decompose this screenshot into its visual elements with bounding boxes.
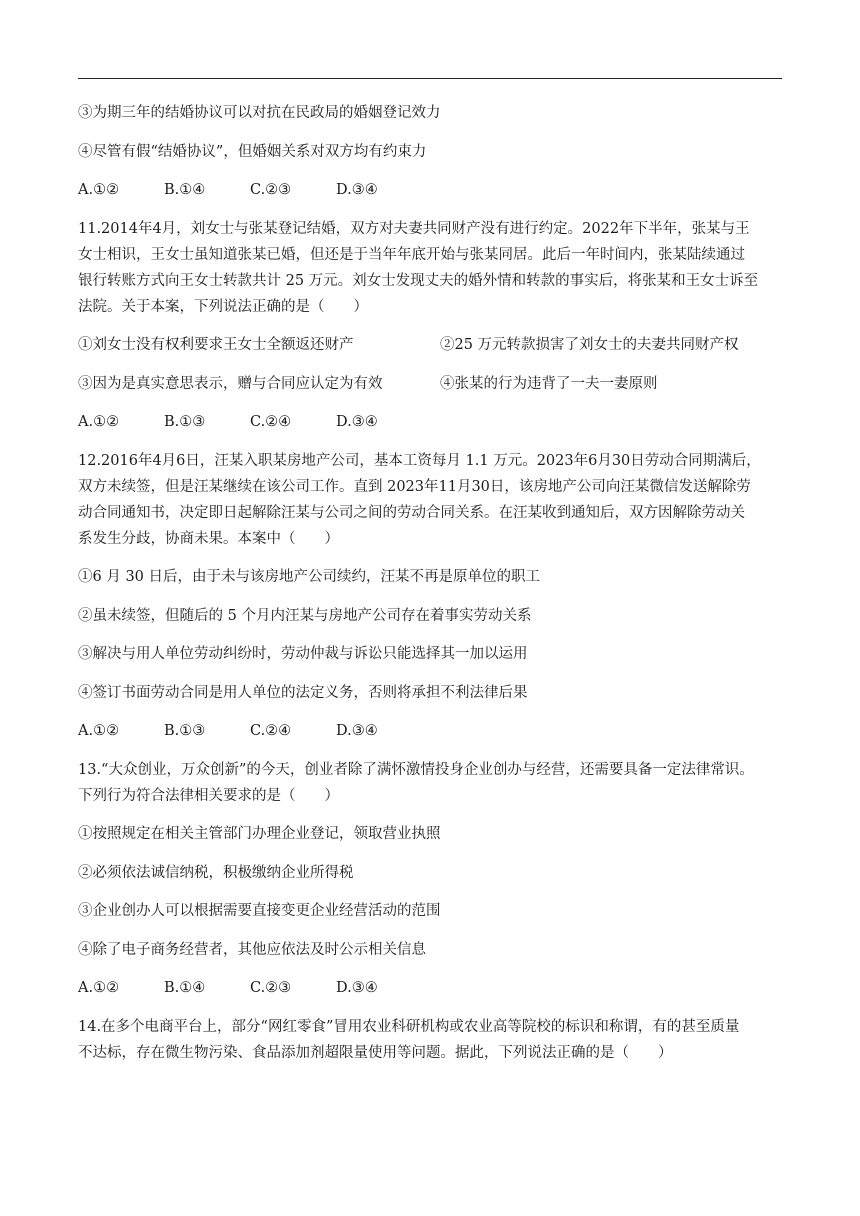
- q13-option-d: D.③④: [336, 980, 378, 996]
- q11-option-b: B.①③: [164, 414, 206, 430]
- q11-item-4: ④张某的行为违背了一夫一妻原则: [440, 375, 658, 392]
- q11-stem-line: 法院。关于本案，下列说法正确的是（ ）: [78, 298, 368, 315]
- q11-stem-line: 银行转账方式向王女士转款共计 25 万元。刘女士发现丈夫的婚外情和转款的事实后，将张某和王女士诉至: [78, 272, 759, 289]
- q13-item-1: ①按照规定在相关主管部门办理企业登记，领取营业执照: [78, 826, 441, 842]
- q13-stem-line: 13.“大众创业，万众创新”的今天，创业者除了满怀激情投身企业创办与经营，还需要具备一定法律常识。: [78, 761, 754, 778]
- exam-page: [78, 100, 782, 1066]
- q12-option-c: C.②④: [250, 723, 292, 739]
- q10-item-4: ④尽管有假“结婚协议”，但婚姻关系对双方均有约束力: [78, 143, 427, 160]
- q11-items-row-2: [78, 371, 782, 397]
- q14-stem-line: 14.在多个电商平台上，部分“网红零食”冒用农业科研机构或农业高等院校的标识和称谓，有的甚至质量: [78, 1018, 740, 1035]
- q11-stem: [78, 216, 782, 320]
- q13-item-4: ④除了电子商务经营者，其他应依法及时公示相关信息: [78, 941, 426, 958]
- q13-options: [78, 975, 782, 1001]
- q12-stem-line: 12.2016年4月6日，汪某入职某房地产公司，基本工资每月 1.1 万元。2023年6月30日劳动合同期满后，: [78, 452, 761, 469]
- q12-item-3: ③解决与用人单位劳动纠纷时，劳动仲裁与诉讼只能选择其一加以运用: [78, 646, 528, 662]
- q12-item-1: ①6 月 30 日后，由于未与该房地产公司续约，汪某不再是原单位的职工: [78, 569, 541, 585]
- q14-stem: [78, 1014, 782, 1066]
- q11-option-c: C.②④: [250, 414, 292, 430]
- q10-option-d: D.③④: [336, 182, 378, 198]
- q12-stem-line: 动合同通知书，决定即日起解除汪某与公司之间的劳动合同关系。在汪某收到通知后，双方因解除劳动关: [78, 504, 745, 521]
- q11-options: [78, 409, 782, 435]
- q11-item-3: ③因为是真实意思表示，赠与合同应认定为有效: [78, 375, 383, 392]
- q13-option-b: B.①④: [164, 980, 206, 996]
- q14-stem-line: 不达标，存在微生物污染、食品添加剂超限量使用等问题。据此，下列说法正确的是（ ）: [78, 1044, 673, 1061]
- q12-stem: [78, 448, 782, 552]
- q12-item-2: ②虽未续签，但随后的 5 个月内汪某与房地产公司存在着事实劳动关系: [78, 607, 532, 624]
- q10-option-a: A.①②: [78, 182, 120, 198]
- q13-stem-line: 下列行为符合法律相关要求的是（ ）: [78, 787, 339, 804]
- q11-item-1: ①刘女士没有权利要求王女士全额返还财产: [78, 337, 354, 353]
- q13-item-3: ③企业创办人可以根据需要直接变更企业经营活动的范围: [78, 903, 441, 919]
- q12-option-a: A.①②: [78, 723, 120, 739]
- q12-options: [78, 718, 782, 744]
- q11-stem-line: 11.2014年4月，刘女士与张某登记结婚，双方对夫妻共同财产没有进行约定。2022年下半年，张某与王: [78, 220, 750, 237]
- q12-stem-line: 双方未续签，但是汪某继续在该公司工作。直到 2023年11月30日，该房地产公司向汪某微信发送解除劳: [78, 478, 751, 495]
- header-rule: [78, 78, 782, 79]
- q11-option-a: A.①②: [78, 414, 120, 430]
- q11-items-row-1: [78, 332, 782, 358]
- q10-option-b: B.①④: [164, 182, 206, 198]
- q13-option-a: A.①②: [78, 980, 120, 996]
- q11-item-2: ②25 万元转款损害了刘女士的夫妻共同财产权: [440, 337, 739, 353]
- q13-stem: [78, 757, 782, 809]
- q13-option-c: C.②③: [250, 980, 292, 996]
- q10-item-3: ③为期三年的结婚协议可以对抗在民政局的婚姻登记效力: [78, 105, 441, 121]
- q13-item-2: ②必须依法诚信纳税，积极缴纳企业所得税: [78, 864, 354, 881]
- q10-options: [78, 177, 782, 203]
- q11-option-d: D.③④: [336, 414, 378, 430]
- q12-stem-line: 系发生分歧，协商未果。本案中（ ）: [78, 530, 339, 547]
- q12-option-d: D.③④: [336, 723, 378, 739]
- q11-stem-line: 女士相识，王女士虽知道张某已婚，但还是于当年年底开始与张某同居。此后一年时间内，张某陆续通过: [78, 246, 745, 263]
- q12-option-b: B.①③: [164, 723, 206, 739]
- q12-item-4: ④签订书面劳动合同是用人单位的法定义务，否则将承担不利法律后果: [78, 684, 528, 701]
- q10-option-c: C.②③: [250, 182, 292, 198]
